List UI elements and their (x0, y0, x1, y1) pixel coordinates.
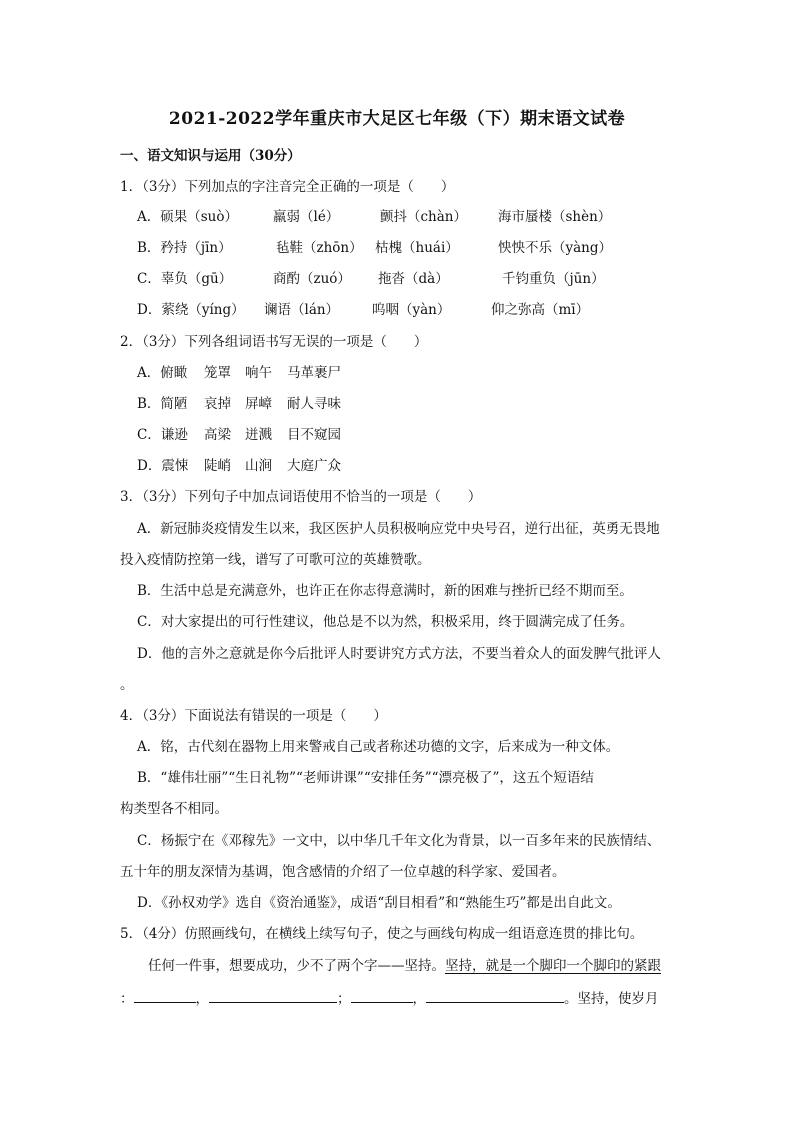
q2-option-d-item2: 陡峭 (204, 458, 231, 474)
q1-option-c-item4: 千钧重负（jūn） (502, 271, 605, 287)
q4-option-b-line2: 构类型各不相同。 (120, 801, 228, 817)
q1-option-a: A．硕果（suò） (137, 209, 238, 225)
question-3-stem: 3．（3分）下列句子中加点词语使用不恰当的一项是（ ） (120, 489, 482, 505)
q4-option-c-line2: 五十年的朋友深情为基调，饱含感情的介绍了一位卓越的科学家、爱国者。 (120, 864, 566, 880)
q5-blank-3[interactable] (351, 988, 413, 1003)
q3-option-d-line2: 。 (120, 677, 134, 693)
section-heading: 一、语文知识与运用（30分） (120, 148, 301, 164)
q5-paragraph-line2 (120, 988, 659, 1008)
q2-option-a-item4: 马革裹尸 (287, 365, 341, 381)
q5-semicolon: ； (337, 991, 351, 1007)
q5-colon: ： (120, 991, 134, 1007)
q3-option-c: C．对大家提出的可行性建议，他总是不以为然，积极采用，终于圆满完成了任务。 (137, 614, 634, 630)
q5-blank-4[interactable] (426, 988, 564, 1003)
q2-option-d: D．震悚 (137, 458, 189, 474)
q1-option-b-item3: 枯槐（huái） (375, 240, 459, 256)
q4-option-d: D．《孙权劝学》选自《资治通鉴》，成语“刮目相看”和“熟能生巧”都是出自此文。 (137, 895, 621, 911)
q5-comma-1: ， (195, 991, 209, 1007)
question-1-stem: 1．（3分）下列加点的字注音完全正确的一项是（ ） (120, 179, 455, 195)
q3-option-b: B．生活中总是充满意外，也许正在你志得意满时，新的困难与挫折已经不期而至。 (137, 583, 633, 599)
q2-option-a-item3: 响午 (245, 365, 272, 381)
q1-option-d-item2: 谰语（lán） (264, 302, 340, 318)
q4-option-a: A．铭，古代刻在器物上用来警戒自己或者称述功德的文字，后来成为一种文体。 (137, 739, 620, 755)
q2-option-a-item2: 笼罩 (204, 365, 231, 381)
page-title: 2021-2022学年重庆市大足区七年级（下）期末语文试卷 (168, 109, 626, 129)
q2-option-d-item3: 山涧 (245, 458, 272, 474)
q5-intro-text: 任何一件事，想要成功，少不了两个字——坚持。 (148, 958, 445, 974)
q3-option-a-line2: 投入疫情防控第一线，谱写了可歌可泣的英雄赞歌。 (120, 552, 431, 568)
q1-option-c-item2: 商酌（zuó） (273, 271, 351, 287)
q3-option-d-line1: D．他的言外之意就是你今后批评人时要讲究方式方法，不要当着众人的面发脾气批评人 (137, 646, 661, 662)
question-5-stem: 5．（4分）仿照画线句，在横线上续写句子，使之与画线句构成一组语意连贯的排比句。 (120, 926, 644, 942)
q1-option-a-item2: 羸弱（lé） (273, 209, 340, 225)
q1-option-d-item4: 仰之弥高（mī） (491, 302, 590, 318)
q4-option-c-line1: C．杨振宁在《邓稼先》一文中，以中华几千年文化为背景，以一百多年来的民族情结、 (137, 833, 661, 849)
q2-option-a: A．俯瞰 (137, 365, 188, 381)
q2-option-c: C．谦逊 (137, 427, 188, 443)
question-4-stem: 4．（3分）下面说法有错误的一项是（ ） (120, 708, 387, 724)
q1-option-c-item3: 拖沓（dà） (378, 271, 449, 287)
q2-option-b-item4: 耐人寻味 (287, 396, 341, 412)
q5-blank-2[interactable] (209, 988, 337, 1003)
q1-option-a-item4: 海市蜃楼（shèn） (498, 209, 612, 225)
q2-option-b-item3: 屏嶂 (245, 396, 272, 412)
q2-option-b: B．简陋 (137, 396, 188, 412)
q1-option-a-item3: 颤抖（chàn） (380, 209, 467, 225)
q5-paragraph-line1 (148, 957, 661, 975)
q2-option-d-item4: 大庭广众 (287, 458, 341, 474)
q5-comma-2: ， (412, 991, 426, 1007)
q1-option-b-item2: 毡鞋（zhōn） (276, 240, 363, 256)
q2-option-c-item2: 高梁 (204, 427, 231, 443)
q5-underlined-sentence: 坚持，就是一个脚印一个脚印的紧跟 (445, 958, 661, 974)
q1-option-d-item3: 呜咽（yàn） (372, 302, 451, 318)
q5-continuation: 。坚持，使岁月 (564, 991, 659, 1007)
q4-option-b-line1: B．“雄伟壮丽”“生日礼物”“老师讲课”“安排任务”“漂亮极了”，这五个短语结 (137, 770, 594, 786)
question-2-stem: 2．（3分）下列各组词语书写无误的一项是（ ） (120, 334, 428, 350)
q3-option-a-line1: A．新冠肺炎疫情发生以来，我区医护人员积极响应党中央号召，逆行出征，英勇无畏地 (137, 521, 660, 537)
q1-option-b-item4: 怏怏不乐（yàng） (498, 240, 613, 256)
q1-option-c: C．辜负（gū） (137, 271, 233, 287)
q1-option-d: D．萦绕（yíng） (137, 302, 245, 318)
q2-option-c-item4: 目不窥园 (287, 427, 341, 443)
q5-blank-1[interactable] (134, 988, 196, 1003)
q1-option-b: B．矜持（jīn） (137, 240, 232, 256)
q2-option-b-item2: 哀掉 (204, 396, 231, 412)
q2-option-c-item3: 迸溅 (245, 427, 272, 443)
